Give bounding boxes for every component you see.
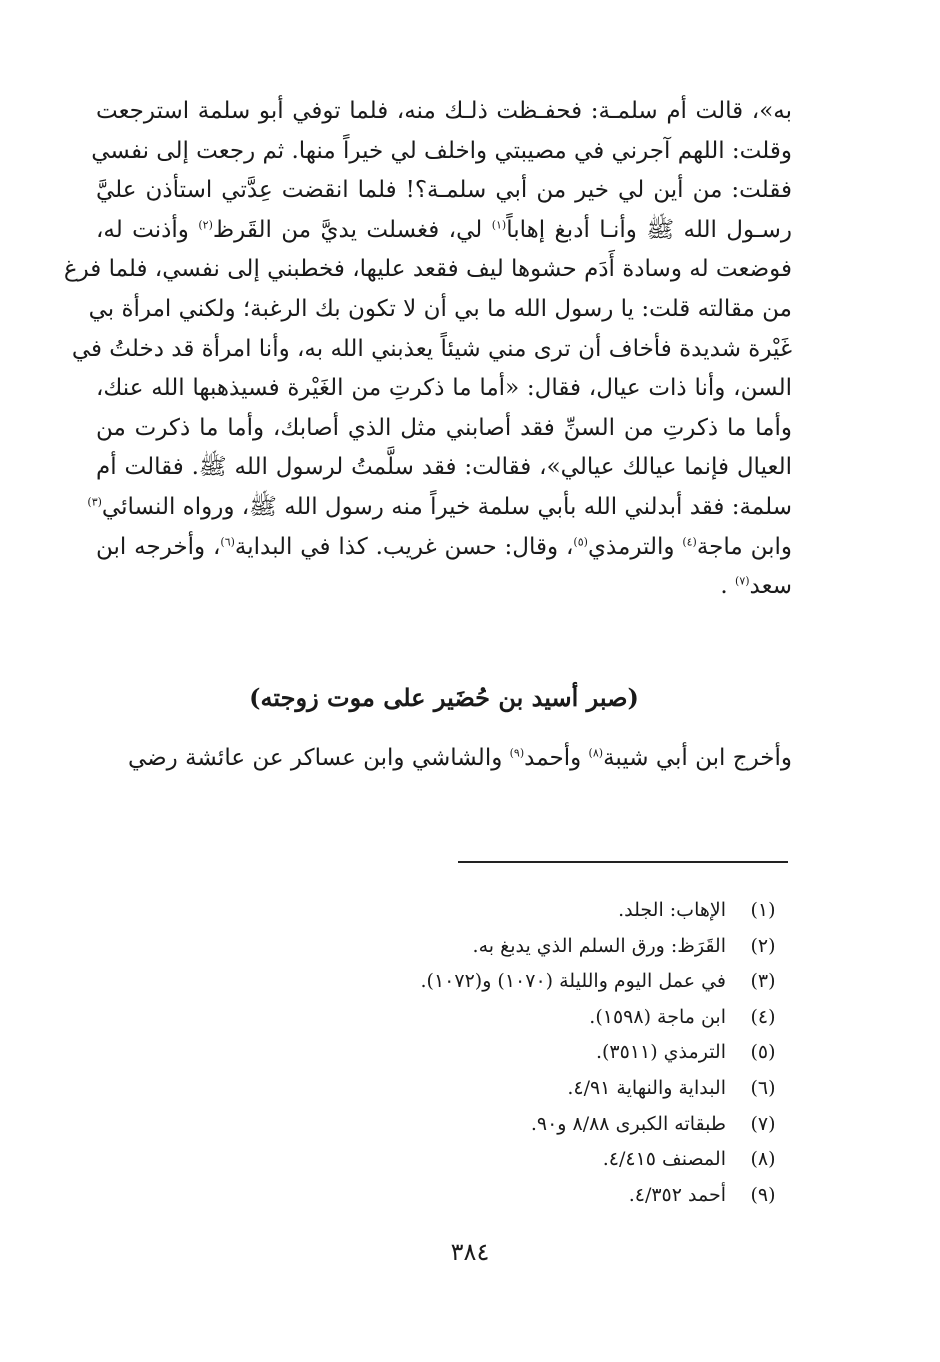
text-line: السن، وأنا ذات عيال، فقال: «أما ما ذكرتِ من الغَيْرة فسيذهبها الله عنك،	[96, 375, 792, 402]
text-line: به»، قالت أم سلمـة: فحفـظت ذلـك منه، فلما توفي أبو سلمة استرجعت	[96, 98, 792, 124]
text-line: فقلت: من أين لي خير من أبي سلمـة؟! فلما انقضت عِدَّتي استأذن عليَّ	[96, 177, 792, 204]
text-line	[96, 211, 792, 251]
footnote-number: (٨)	[750, 1148, 776, 1171]
footnote-ref-7[interactable]: (٧)	[735, 574, 750, 588]
footnote-ref-9[interactable]: (٩)	[509, 746, 525, 760]
text-line: من مقالته قلت: يا رسول الله ما بي أن لا تكون بك الرغبة؛ ولكني امرأة بي	[88, 295, 792, 322]
text-segment: لي، فغسلت يديَّ من القَرظ	[212, 216, 492, 243]
footnote-text: القَرَظ: ورق السلم الذي يدبغ به.	[472, 934, 726, 957]
text-line: فوضعت له وسادة أَدَم حشوها ليف فقعد عليها، فخطبني إلى نفسي، فلما فرغ	[63, 256, 792, 283]
text-segment: وابن ماجة	[696, 533, 792, 560]
footnote-number: (٧)	[750, 1112, 776, 1135]
footnote-item	[192, 1142, 792, 1178]
footnote-number: (٥)	[750, 1041, 776, 1064]
footnote-item	[192, 1071, 792, 1107]
footnote-text: ابن ماجة (١٥٩٨).	[589, 1005, 726, 1028]
footnote-item	[192, 1035, 792, 1071]
section-heading: (صبر أسيد بن حُضَير على موت زوجته)	[249, 683, 639, 712]
text-segment: .	[720, 573, 736, 600]
text-segment: والشاشي وابن عساكر عن عائشة رضي	[127, 745, 510, 771]
footnote-number: (٣)	[750, 970, 776, 993]
footnotes-list	[192, 893, 792, 1213]
text-line	[96, 528, 792, 568]
text-segment: رسـول الله ﷺ وأنـا أدبغ إهاباً	[506, 216, 793, 243]
footnote-item	[192, 1000, 792, 1036]
text-line: وأما ما ذكرتِ من السنِّ فقد أصابني مثل الذي أصابك، وأما ما ذكرت من	[96, 414, 792, 441]
footnote-ref-8[interactable]: (٨)	[588, 746, 604, 760]
text-line	[87, 488, 792, 528]
main-paragraph	[63, 92, 793, 607]
text-segment: وأذنت له،	[96, 216, 199, 243]
footnote-text: الترمذي (٣٥١١).	[595, 1041, 726, 1064]
footnote-number: (٩)	[750, 1183, 776, 1206]
text-line: العيال فإنما عيالك عيالي»، فقالت: فقد سلَّمتُ لرسول الله ﷺ. فقالت أم	[96, 454, 792, 481]
page-number: ٣٨٤	[450, 1238, 490, 1266]
footnote-text: في عمل اليوم والليلة (١٠٧٠) و(١٠٧٢).	[420, 970, 726, 993]
footnote-ref-4[interactable]: (٤)	[682, 534, 697, 548]
text-segment: وأخرج ابن أبي شيبة	[603, 745, 792, 771]
text-segment: سلمة: فقد أبدلني الله بأبي سلمة خيراً منه رسول الله ﷺ، ورواه النسائي	[101, 493, 792, 520]
footnote-ref-2[interactable]: (٢)	[198, 218, 213, 232]
footnote-text: المصنف ٤/٤١٥.	[602, 1148, 726, 1171]
footnote-number: (٦)	[750, 1076, 776, 1099]
text-line	[96, 567, 792, 607]
footnote-number: (١)	[750, 899, 776, 921]
footnote-ref-1[interactable]: (١)	[491, 218, 507, 232]
footnote-number: (٤)	[750, 1005, 776, 1028]
text-segment: والترمذي	[587, 533, 683, 560]
footnote-item	[192, 1107, 792, 1143]
footnote-divider	[458, 861, 788, 863]
footnote-number: (٢)	[750, 934, 776, 957]
footnote-ref-6[interactable]: (٦)	[220, 534, 235, 548]
footnote-text: أحمد ٤/٣٥٢.	[628, 1183, 726, 1206]
footnote-text: طبقاته الكبرى ٨/٨٨ و٩٠.	[530, 1112, 726, 1135]
text-line: وقلت: اللهم آجرني في مصيبتي واخلف لي خيراً منها. ثم رجعت إلى نفسي	[91, 137, 792, 164]
text-segment: وأحمد	[524, 745, 589, 771]
footnote-text: الإهاب: الجلد.	[618, 899, 726, 921]
footnote-item	[192, 964, 792, 1000]
second-paragraph	[96, 738, 792, 778]
footnote-ref-3[interactable]: (٣)	[87, 495, 102, 509]
footnote-ref-5[interactable]: (٥)	[573, 534, 588, 548]
text-segment: ، وقال: حسن غريب. كذا في البداية	[234, 533, 574, 560]
footnote-text: البداية والنهاية ٤/٩١.	[567, 1076, 726, 1099]
footnote-item	[192, 929, 792, 965]
text-segment: سعد	[749, 573, 792, 600]
footnote-item	[192, 893, 792, 929]
text-line: غَيْرة شديدة فأخاف أن ترى مني شيئاً يعذبني الله به، وأنا امرأة قد دخلتُ في	[71, 335, 792, 362]
text-segment: ، وأخرجه ابن	[96, 533, 221, 560]
footnote-item	[192, 1178, 792, 1214]
